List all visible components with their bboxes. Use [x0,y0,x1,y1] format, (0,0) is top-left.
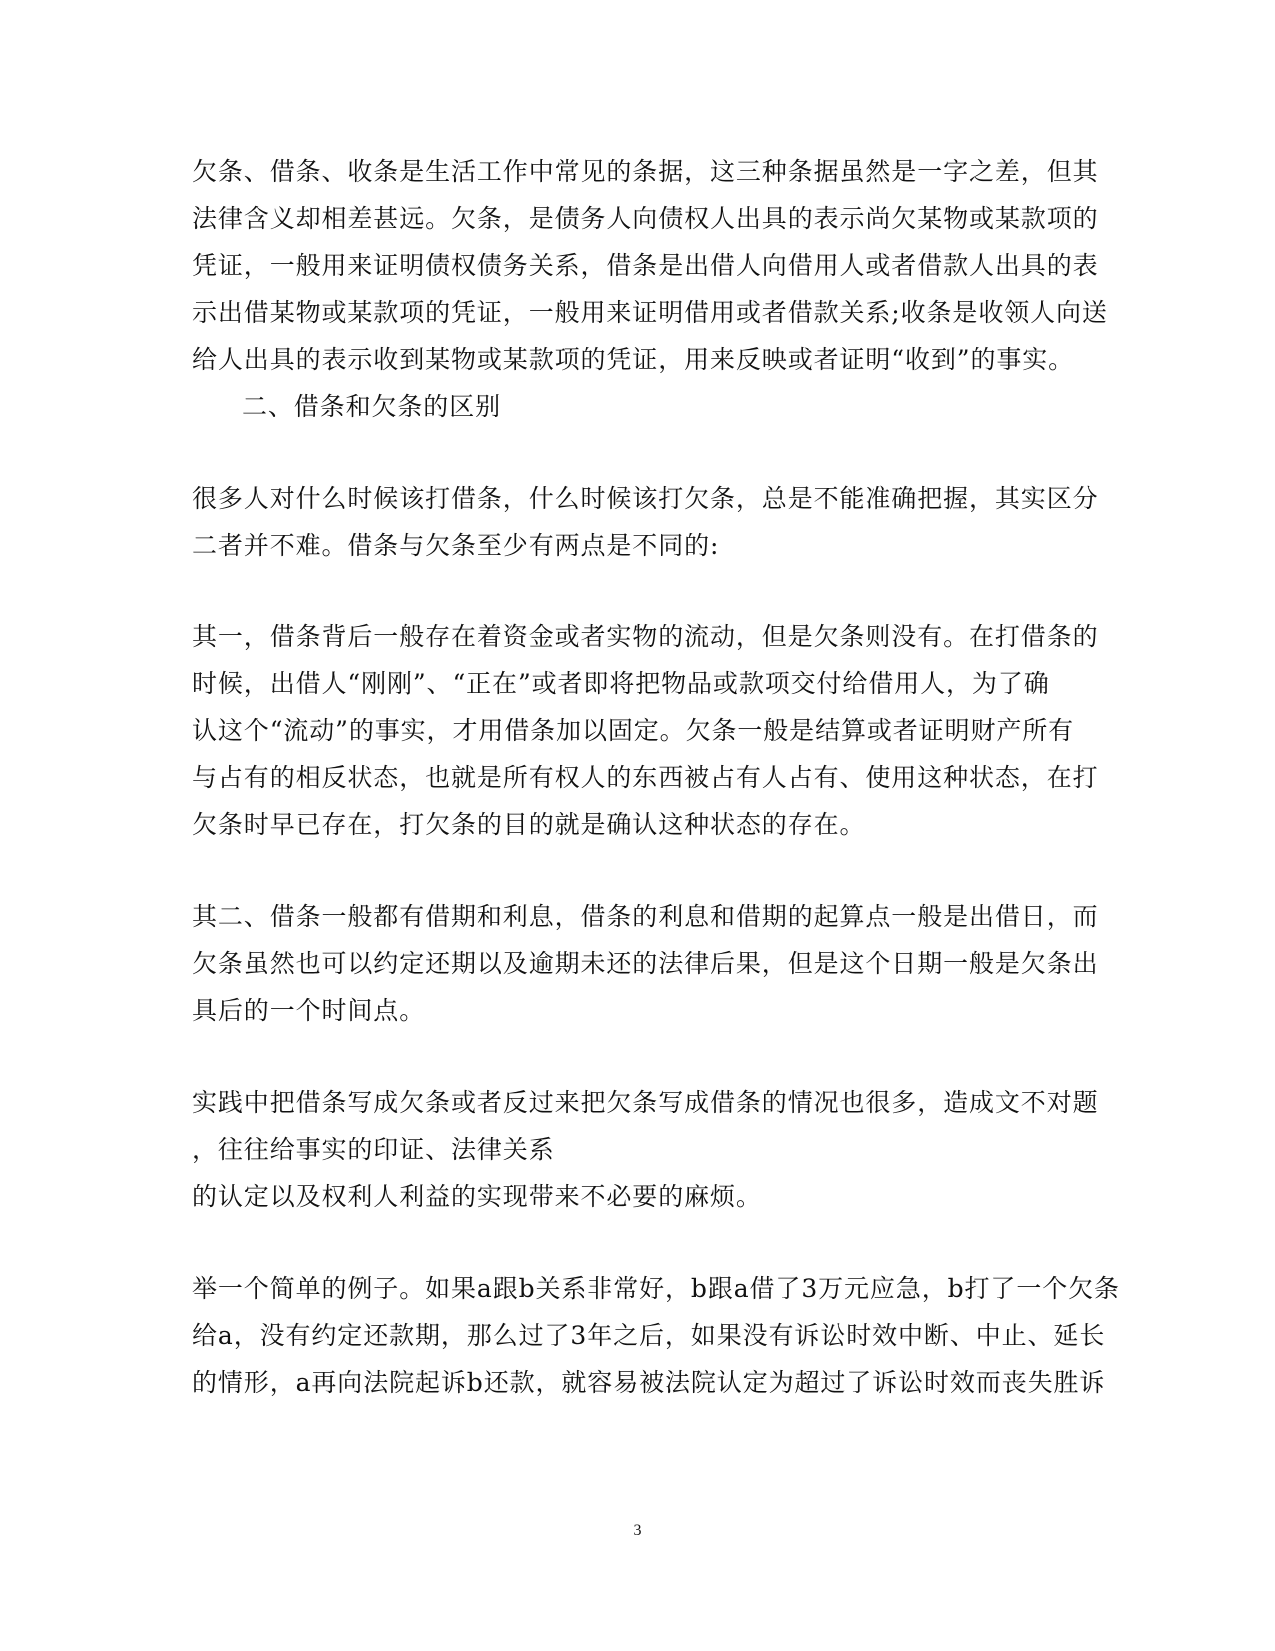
page-number: 3 [633,1522,642,1539]
text-line: 欠条、借条、收条是生活工作中常见的条据，这三种条据虽然是一字之差，但其 [192,157,1099,186]
text-line: 凭证，一般用来证明债权债务关系，借条是出借人向借用人或者借款人出具的表 [192,251,1099,280]
text-line: 欠条时早已存在，打欠条的目的就是确认这种状态的存在。 [192,810,866,839]
text-line: 其一，借条背后一般存在着资金或者实物的流动，但是欠条则没有。在打借条的 [192,622,1099,651]
text-line: 举一个简单的例子。如果a跟b关系非常好，b跟a借了3万元应急，b打了一个欠条 [192,1274,1120,1303]
text-line: 示出借某物或某款项的凭证，一般用来证明借用或者借款关系;收条是收领人向送 [192,298,1108,327]
text-line: 其二、借条一般都有借期和利息，借条的利息和借期的起算点一般是出借日，而 [192,902,1099,931]
text-line: 的情形，a再向法院起诉b还款，就容易被法院认定为超过了诉讼时效而丧失胜诉 [192,1368,1106,1397]
text-line: 具后的一个时间点。 [192,996,426,1025]
text-line: 欠条虽然也可以约定还期以及逾期未还的法律后果，但是这个日期一般是欠条出 [192,949,1099,978]
text-line: 实践中把借条写成欠条或者反过来把欠条写成借条的情况也很多，造成文不对题 [192,1088,1099,1117]
text-line: ，往往给事实的印证、法律关系 [192,1135,555,1164]
text-line: 给a，没有约定还款期，那么过了3年之后，如果没有诉讼时效中断、中止、延长 [192,1321,1106,1350]
text-line: 给人出具的表示收到某物或某款项的凭证，用来反映或者证明“收到”的事实。 [192,345,1075,374]
text-line: 认这个“流动”的事实，才用借条加以固定。欠条一般是结算或者证明财产所有 [192,716,1075,745]
text-line: 二者并不难。借条与欠条至少有两点是不同的: [192,531,720,560]
text-line: 与占有的相反状态，也就是所有权人的东西被占有人占有、使用这种状态，在打 [192,763,1099,792]
text-line: 法律含义却相差甚远。欠条，是债务人向债权人出具的表示尚欠某物或某款项的 [192,204,1099,233]
text-line: 很多人对什么时候该打借条，什么时候该打欠条，总是不能准确把握，其实区分 [192,484,1099,513]
text-line: 的认定以及权利人利益的实现带来不必要的麻烦。 [192,1182,762,1211]
section-heading: 二、借条和欠条的区别 [242,392,502,421]
text-line: 时候，出借人“刚刚”、“正在”或者即将把物品或款项交付给借用人，为了确 [192,669,1050,698]
